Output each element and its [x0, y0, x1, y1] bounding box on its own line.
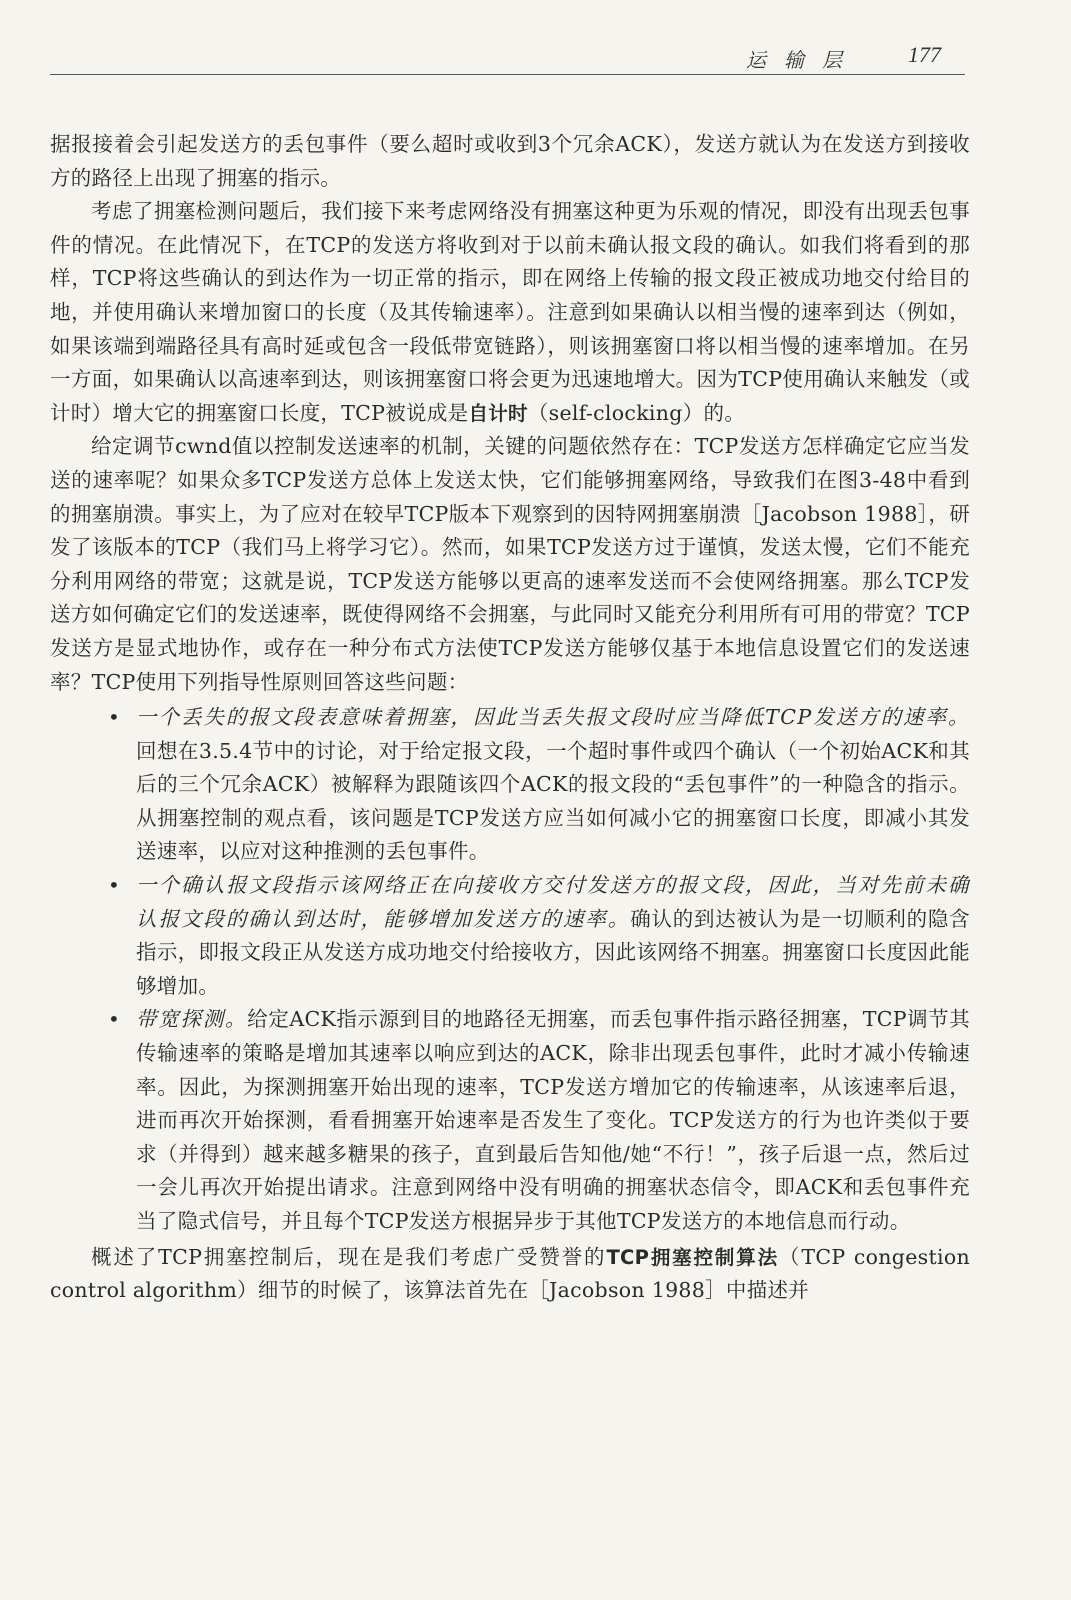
- paragraph-continued: 据报接着会引起发送方的丢包事件（要么超时或收到3个冗余ACK），发送方就认为在发送方到接收方的路径上出现了拥塞的指示。: [50, 132, 970, 190]
- page-number: 177: [908, 42, 941, 67]
- list-item: [50, 701, 970, 869]
- paragraph-sending-rate: 给定调节cwnd值以控制发送速率的机制，关键的问题依然存在：TCP发送方怎样确定它应当发送的速率呢？如果众多TCP发送方总体上发送太快，它们能够拥塞网络，导致我们在图3-48中看到的拥塞崩溃。事实上，为了应对在较早TCP版本下观察到的因特网拥塞崩溃［Jacobson 1988］，研发了该版本的TCP（我们马上将学习它）。然而，如果TCP发送方过于谨慎，发送太慢，它们不能充分利用网络的带宽；这就是说，TCP发送方能够以更高的速率发送而不会使网络拥塞。那么TCP发送方如何确定它们的发送速率，既使得网络不会拥塞，与此同时又能充分利用所有可用的带宽？TCP发送方是显式地协作，或存在一种分布式方法使TCP发送方能够仅基于本地信息设置它们的发送速率？TCP使用下列指导性原则回答这些问题：: [50, 434, 970, 694]
- list-item-lead: 带宽探测。: [136, 1007, 248, 1032]
- list-item-text: 确认的到达被认为是一切顺利的隐含指示，即报文段正从发送方成功地交付给接收方，因此该网络不拥塞。拥塞窗口长度因此能够增加。: [136, 906, 970, 998]
- list-item: [50, 1003, 970, 1238]
- term-congestion-control-algorithm: TCP拥塞控制算法: [606, 1245, 780, 1269]
- list-item-text: 给定ACK指示源到目的地路径无拥塞，而丢包事件指示路径拥塞，TCP调节其传输速率的策略是增加其速率以响应到达的ACK，除非出现丢包事件，此时才减小传输速率。因此，为探测拥塞开始出现的速率，TCP发送方增加它的传输速率，从该速率后退，进而再次开始探测，看看拥塞开始速率是否发生了变化。TCP发送方的行为也许类似于要求（并得到）越来越多糖果的孩子，直到最后告知他/她“不行！”，孩子后退一点，然后过一会儿再次开始提出请求。注意到网络中没有明确的拥塞状态信令，即ACK和丢包事件充当了隐式信号，并且每个TCP发送方根据异步于其他TCP发送方的本地信息而行动。: [136, 1007, 971, 1233]
- list-item: [50, 869, 970, 1003]
- paragraph-self-clocking: [50, 195, 970, 430]
- bullet-icon: •: [108, 873, 121, 898]
- list-item-lead: 一个确认报文段指示该网络正在向接收方交付发送方的报文段，因此，当对先前未确认报文段的确认到达时，能够增加发送方的速率。: [136, 873, 970, 931]
- page-body: [50, 128, 970, 1308]
- list-item-lead: 一个丢失的报文段表意味着拥塞，因此当丢失报文段时应当降低TCP发送方的速率。: [136, 705, 970, 730]
- paragraph-text: 概述了TCP拥塞控制后，现在是我们考虑广受赞誉的: [91, 1244, 607, 1269]
- bullet-icon: •: [108, 1007, 121, 1032]
- paragraph-algorithm-intro: [50, 1241, 970, 1308]
- paragraph-text-end: （TCP congestion control algorithm）细节的时候了，该算法首先在［Jacobson 1988］中描述并: [50, 1244, 970, 1303]
- list-item-text: 回想在3.5.4节中的讨论，对于给定报文段，一个超时事件或四个确认（一个初始ACK和其后的三个冗余ACK）被解释为跟随该四个ACK的报文段的“丢包事件”的一种隐含的指示。从拥塞控制的观点看，该问题是TCP发送方应当如何减小它的拥塞窗口长度，即减小其发送速率，以应对这种推测的丢包事件。: [136, 738, 970, 864]
- paragraph-text-end: （self-clocking）的。: [527, 400, 746, 425]
- chapter-title: 运输层: [746, 48, 860, 72]
- paragraph-text: 考虑了拥塞检测问题后，我们接下来考虑网络没有拥塞这种更为乐观的情况，即没有出现丢包事件的情况。在此情况下，在TCP的发送方将收到对于以前未确认报文段的确认。如我们将看到的那样，TCP将这些确认的到达作为一切正常的指示，即在网络上传输的报文段正被成功地交付给目的地，并使用确认来增加窗口的长度（及其传输速率）。注意到如果确认以相当慢的速率到达（例如，如果该端到端路径具有高时延或包含一段低带宽链路），则该拥塞窗口将以相当慢的速率增加。在另一方面，如果确认以高速率到达，则该拥塞窗口将会更为迅速地增大。因为TCP使用确认来触发（或计时）增大它的拥塞窗口长度，TCP被说成是: [50, 199, 970, 425]
- bullet-icon: •: [108, 705, 121, 730]
- term-self-clocking: 自计时: [468, 401, 528, 425]
- running-header: [50, 40, 965, 75]
- guiding-principles-list: [50, 701, 970, 1239]
